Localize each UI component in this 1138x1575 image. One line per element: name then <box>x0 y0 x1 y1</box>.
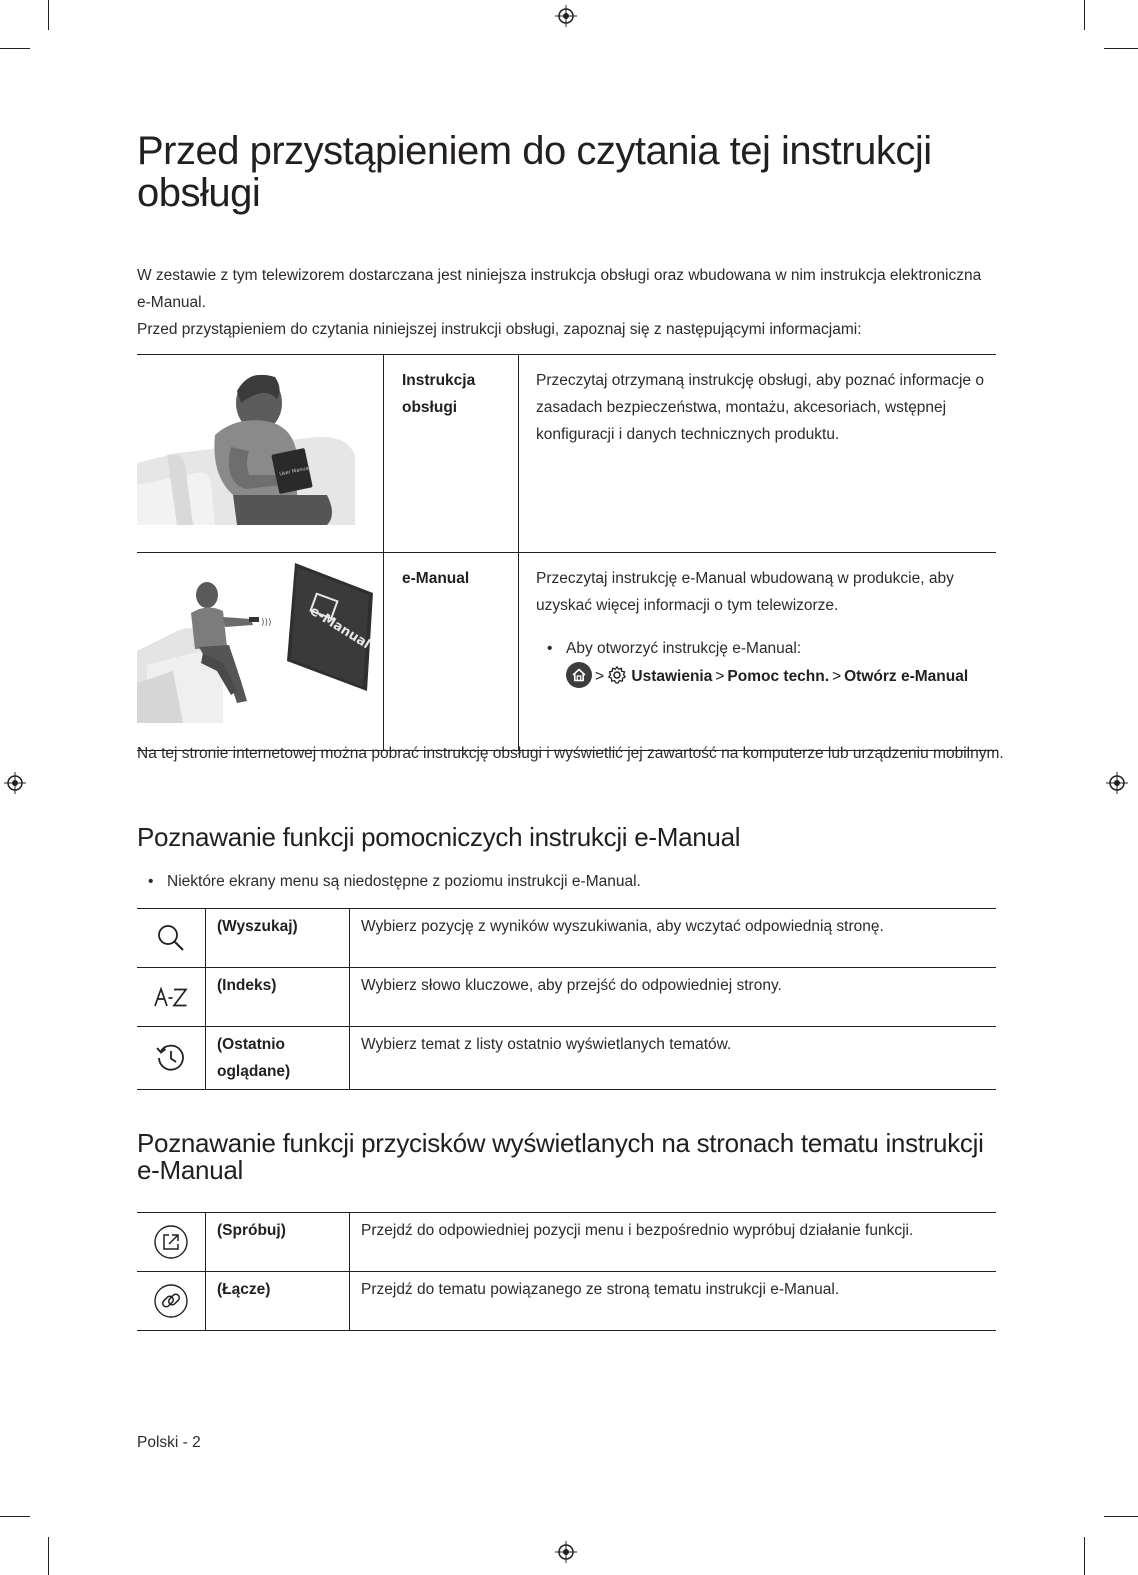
icon-cell <box>137 909 206 968</box>
manual-name: e-Manual <box>384 553 519 751</box>
buttons-table <box>137 1212 996 1331</box>
search-icon <box>154 921 188 955</box>
reading-illustration-cell <box>137 355 384 553</box>
function-name: (Wyszukaj) <box>206 909 350 968</box>
intro-paragraph: Przed przystąpieniem do czytania niniejszej instrukcji obsługi, zapoznaj się z następującymi informacjami: <box>137 321 862 338</box>
icon-cell <box>137 1213 206 1272</box>
registration-mark-icon <box>555 1541 577 1563</box>
table-row <box>137 1272 996 1331</box>
function-name: (Ostatnio oglądane) <box>206 1027 350 1090</box>
crop-mark <box>1104 48 1138 49</box>
history-icon <box>154 1041 188 1075</box>
menu-path <box>566 662 986 690</box>
path-separator: > <box>832 668 842 685</box>
gear-icon <box>607 665 627 685</box>
registration-mark-icon <box>1106 772 1128 794</box>
button-description: Przejdź do odpowiedniej pozycji menu i bezpośrednio wypróbuj działanie funkcji. <box>350 1213 997 1272</box>
registration-mark-icon <box>555 5 577 27</box>
try-now-icon <box>153 1224 189 1260</box>
open-emanual-instruction <box>536 635 986 690</box>
function-name: (Indeks) <box>206 968 350 1027</box>
section-heading-buttons: Poznawanie funkcji przycisków wyświetlanych na stronach tematu instrukcji e-Manual <box>137 1128 984 1185</box>
manual-description <box>519 355 997 553</box>
path-separator: > <box>715 668 725 685</box>
manual-row-printed <box>137 355 996 553</box>
function-description: Wybierz pozycję z wyników wyszukiwania, aby wczytać odpowiednią stronę. <box>350 909 997 968</box>
crop-mark <box>0 1516 30 1517</box>
button-name: (Spróbuj) <box>206 1213 350 1272</box>
manual-description-text: Przeczytaj instrukcję e-Manual wbudowaną w produkcie, aby uzyskać więcej informacji o tym telewizorze. <box>536 570 954 614</box>
intro-text <box>137 262 996 343</box>
crop-mark <box>1084 0 1085 30</box>
crop-mark <box>48 1537 49 1575</box>
home-icon <box>566 662 592 688</box>
crop-mark <box>48 0 49 30</box>
page-title: Przed przystąpieniem do czytania tej instrukcji obsługi <box>137 129 932 215</box>
manual-name: Instrukcja obsługi <box>384 355 519 553</box>
svg-text:))): ))) <box>261 618 272 628</box>
function-description: Wybierz słowo kluczowe, aby przejść do odpowiedniej strony. <box>350 968 997 1027</box>
table-row <box>137 968 996 1027</box>
path-open-emanual: Otwórz e-Manual <box>844 668 969 685</box>
crop-mark <box>0 48 30 49</box>
registration-mark-icon <box>4 772 26 794</box>
table-row <box>137 909 996 968</box>
icon-cell <box>137 1027 206 1090</box>
section-heading-functions: Poznawanie funkcji pomocniczych instrukcji e-Manual <box>137 822 741 852</box>
crop-mark <box>1104 1516 1138 1517</box>
download-note: Na tej stronie internetowej można pobrać instrukcję obsługi i wyświetlić jej zawartość na komputerze lub urządzeniu mobilnym. <box>137 745 1004 762</box>
bullet-text: Aby otworzyć instrukcję e-Manual: <box>566 640 802 657</box>
svg-text:User Manual: User Manual <box>278 465 311 478</box>
manual-row-emanual <box>137 553 996 751</box>
icon-cell <box>137 1272 206 1331</box>
intro-paragraph: W zestawie z tym telewizorem dostarczana jest niniejsza instrukcja obsługi oraz wbudowana w nim instrukcja elektroniczna e-Manual. <box>137 267 982 311</box>
link-icon <box>153 1283 189 1319</box>
a-z-index-icon <box>153 985 189 1009</box>
function-description: Wybierz temat z listy ostatnio wyświetlanych tematów. <box>350 1027 997 1090</box>
functions-note: • Niektóre ekrany menu są niedostępne z poziomu instrukcji e-Manual. <box>137 868 641 895</box>
crop-mark <box>1084 1537 1085 1575</box>
table-row <box>137 1027 996 1090</box>
path-settings: Ustawienia <box>631 668 713 685</box>
icon-cell <box>137 968 206 1027</box>
functions-table <box>137 908 996 1090</box>
person-watching-tv-illustration <box>137 553 383 741</box>
button-name: (Łącze) <box>206 1272 350 1331</box>
tv-illustration-cell <box>137 553 384 751</box>
tv-screen-label: e-Manual <box>307 603 373 653</box>
path-separator: > <box>595 668 605 685</box>
manual-description-text: Przeczytaj otrzymaną instrukcję obsługi, aby poznać informacje o zasadach bezpieczeństwa, montażu, akcesoriach, wstępnej konfiguracji i danych technicznych produktu. <box>536 372 984 443</box>
manual-description <box>519 553 997 751</box>
person-reading-manual-illustration <box>137 355 383 543</box>
path-support: Pomoc techn. <box>727 668 830 685</box>
button-description: Przejdź do tematu powiązanego ze stroną tematu instrukcji e-Manual. <box>350 1272 997 1331</box>
table-row <box>137 1213 996 1272</box>
manuals-table <box>137 354 996 751</box>
page-number: Polski - 2 <box>137 1434 201 1451</box>
